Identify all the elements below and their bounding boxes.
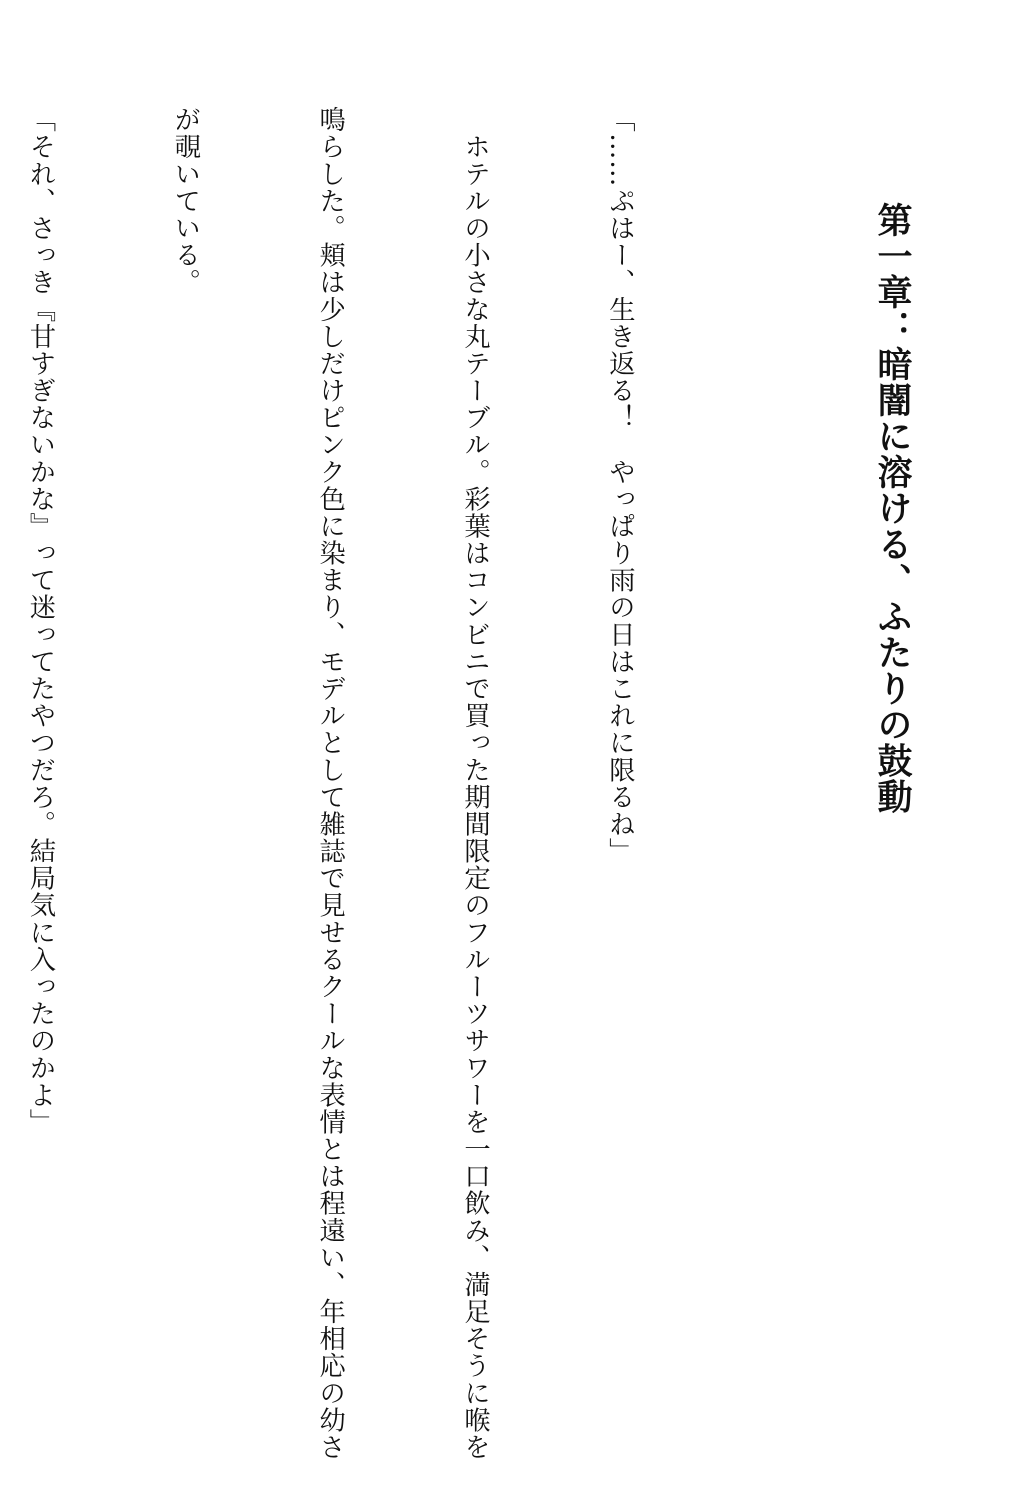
text-line: 「……ぷはー、生き返る！ やっぱり雨の日はこれに限るね」 — [604, 106, 635, 865]
text-line: 「それ、さっき『甘すぎないかな』って迷ってたやつだろ。結局気に入ったのかよ」 — [24, 106, 55, 1136]
body-text — [24, 106, 740, 1461]
text-line: ホテルの小さな丸テーブル。彩葉はコンビニで買った期間限定のフルーツサワーを一口飲み、満足そうに喉を — [459, 106, 490, 1461]
chapter-title: 第一章：暗闇に溶ける、ふたりの鼓動 — [872, 202, 913, 815]
text-line: が覗いている。 — [169, 106, 200, 296]
text-line: 鳴らした。頬は少しだけピンク色に染まり、モデルとして雑誌で見せるクールな表情とは程遠い、年相応の幼さ — [314, 106, 345, 1461]
